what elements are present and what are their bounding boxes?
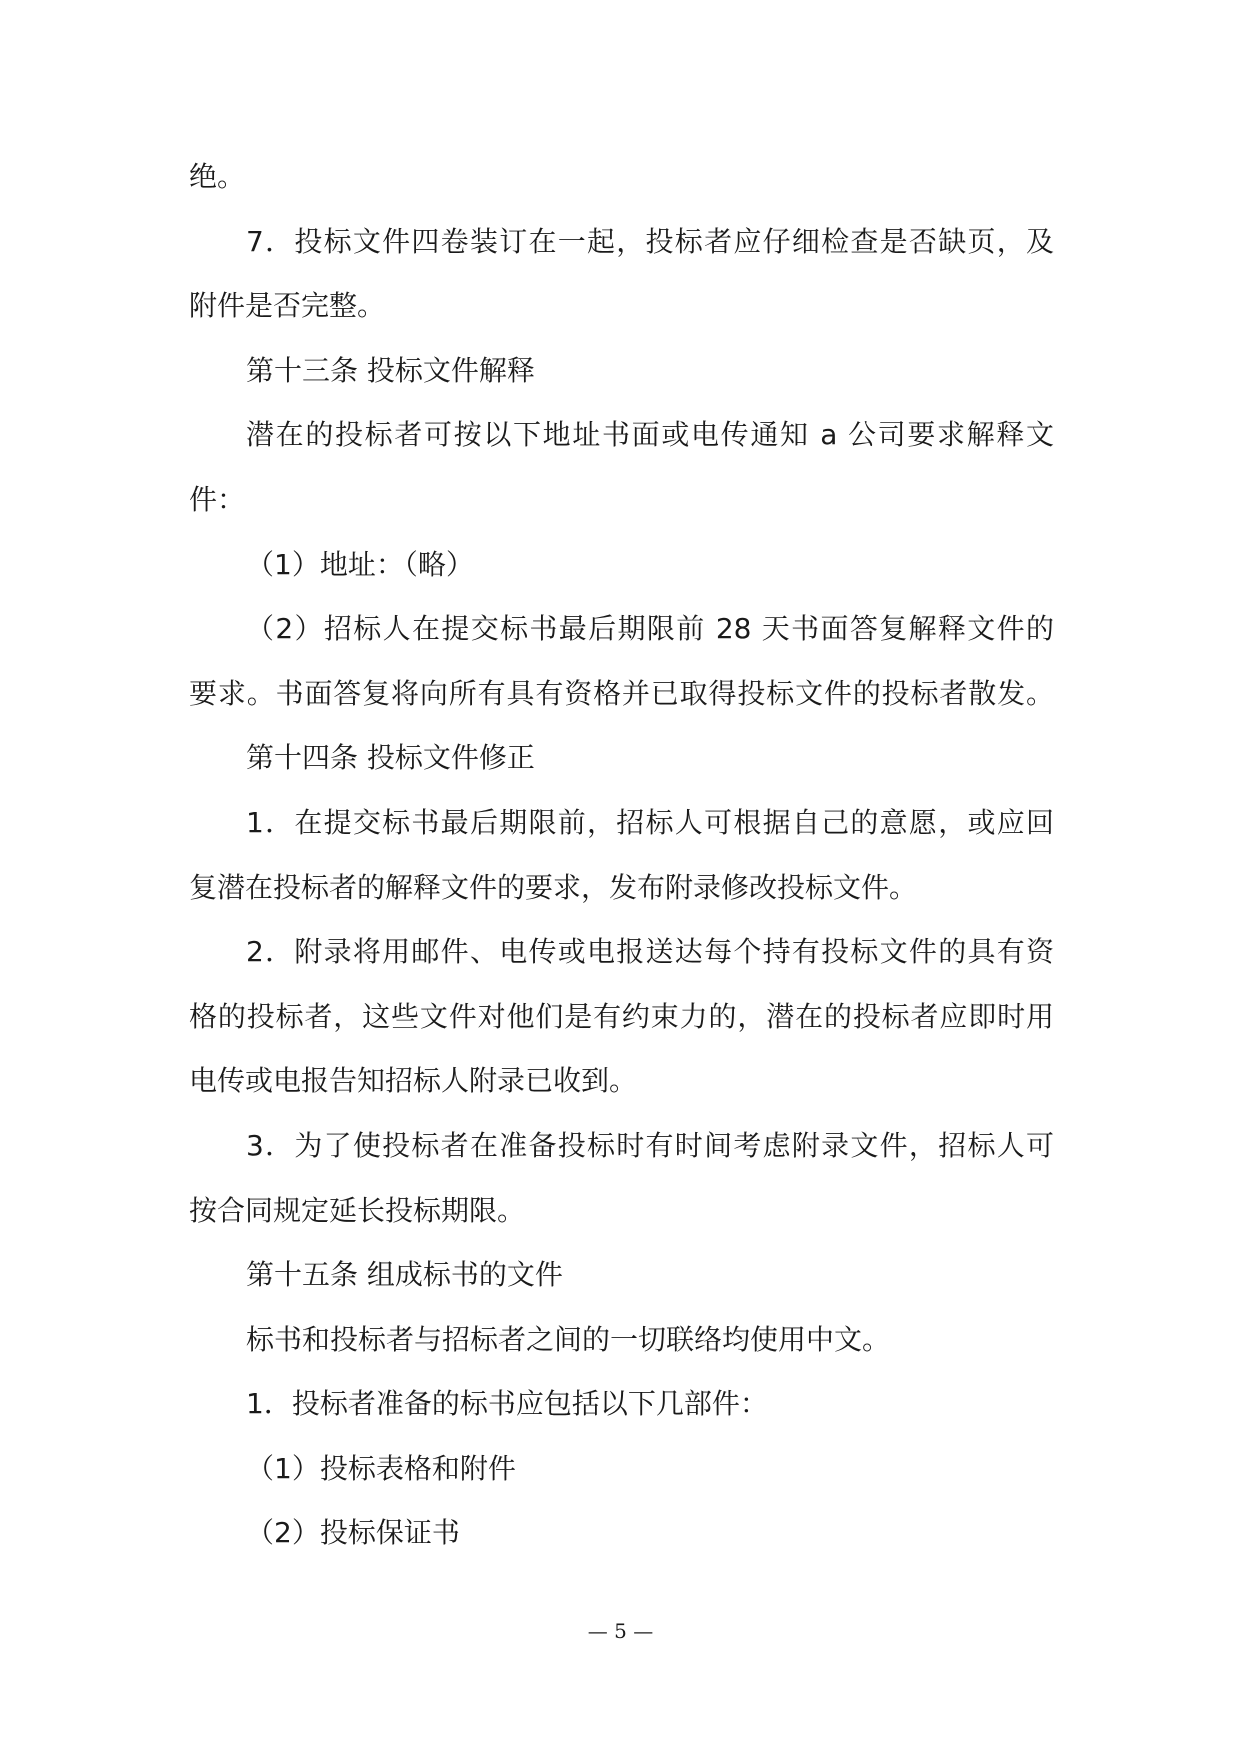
text-line: （2）投标保证书 bbox=[246, 1516, 460, 1550]
text-line: 格的投标者，这些文件对他们是有约束力的，潜在的投标者应即时用 bbox=[189, 999, 1054, 1033]
section-heading: 第十四条 投标文件修正 bbox=[246, 741, 535, 775]
text-line: 潜在的投标者可按以下地址书面或电传通知 a 公司要求解释文 bbox=[246, 418, 1054, 452]
text-line: （1）投标表格和附件 bbox=[246, 1451, 516, 1485]
text-line: （1）地址：（略） bbox=[246, 547, 474, 581]
body-text bbox=[189, 145, 1054, 1566]
text-line: 电传或电报告知招标人附录已收到。 bbox=[189, 1064, 638, 1098]
text-line: 标书和投标者与招标者之间的一切联络均使用中文。 bbox=[246, 1322, 891, 1356]
text-line: 3．为了使投标者在准备投标时有时间考虑附录文件，招标人可 bbox=[246, 1128, 1054, 1162]
text-line: （2）招标人在提交标书最后期限前 28 天书面答复解释文件的 bbox=[246, 612, 1054, 646]
text-line: 按合同规定延长投标期限。 bbox=[189, 1193, 526, 1227]
text-line: 件： bbox=[189, 482, 246, 516]
text-line: 1．在提交标书最后期限前，招标人可根据自己的意愿，或应回 bbox=[246, 805, 1054, 839]
page-number: — 5 — bbox=[587, 1619, 654, 1643]
section-heading: 第十三条 投标文件解释 bbox=[246, 353, 535, 387]
text-line: 附件是否完整。 bbox=[189, 289, 386, 323]
text-line: 1．投标者准备的标书应包括以下几部件： bbox=[246, 1387, 768, 1421]
text-line: 7．投标文件四卷装订在一起，投标者应仔细检查是否缺页，及 bbox=[246, 224, 1054, 258]
text-line: 2．附录将用邮件、电传或电报送达每个持有投标文件的具有资 bbox=[246, 935, 1054, 969]
text-line: 复潜在投标者的解释文件的要求，发布附录修改投标文件。 bbox=[189, 870, 918, 904]
section-heading: 第十五条 组成标书的文件 bbox=[246, 1258, 563, 1292]
text-line: 绝。 bbox=[189, 160, 246, 193]
text-line: 要求。书面答复将向所有具有资格并已取得投标文件的投标者散发。 bbox=[189, 676, 1054, 710]
